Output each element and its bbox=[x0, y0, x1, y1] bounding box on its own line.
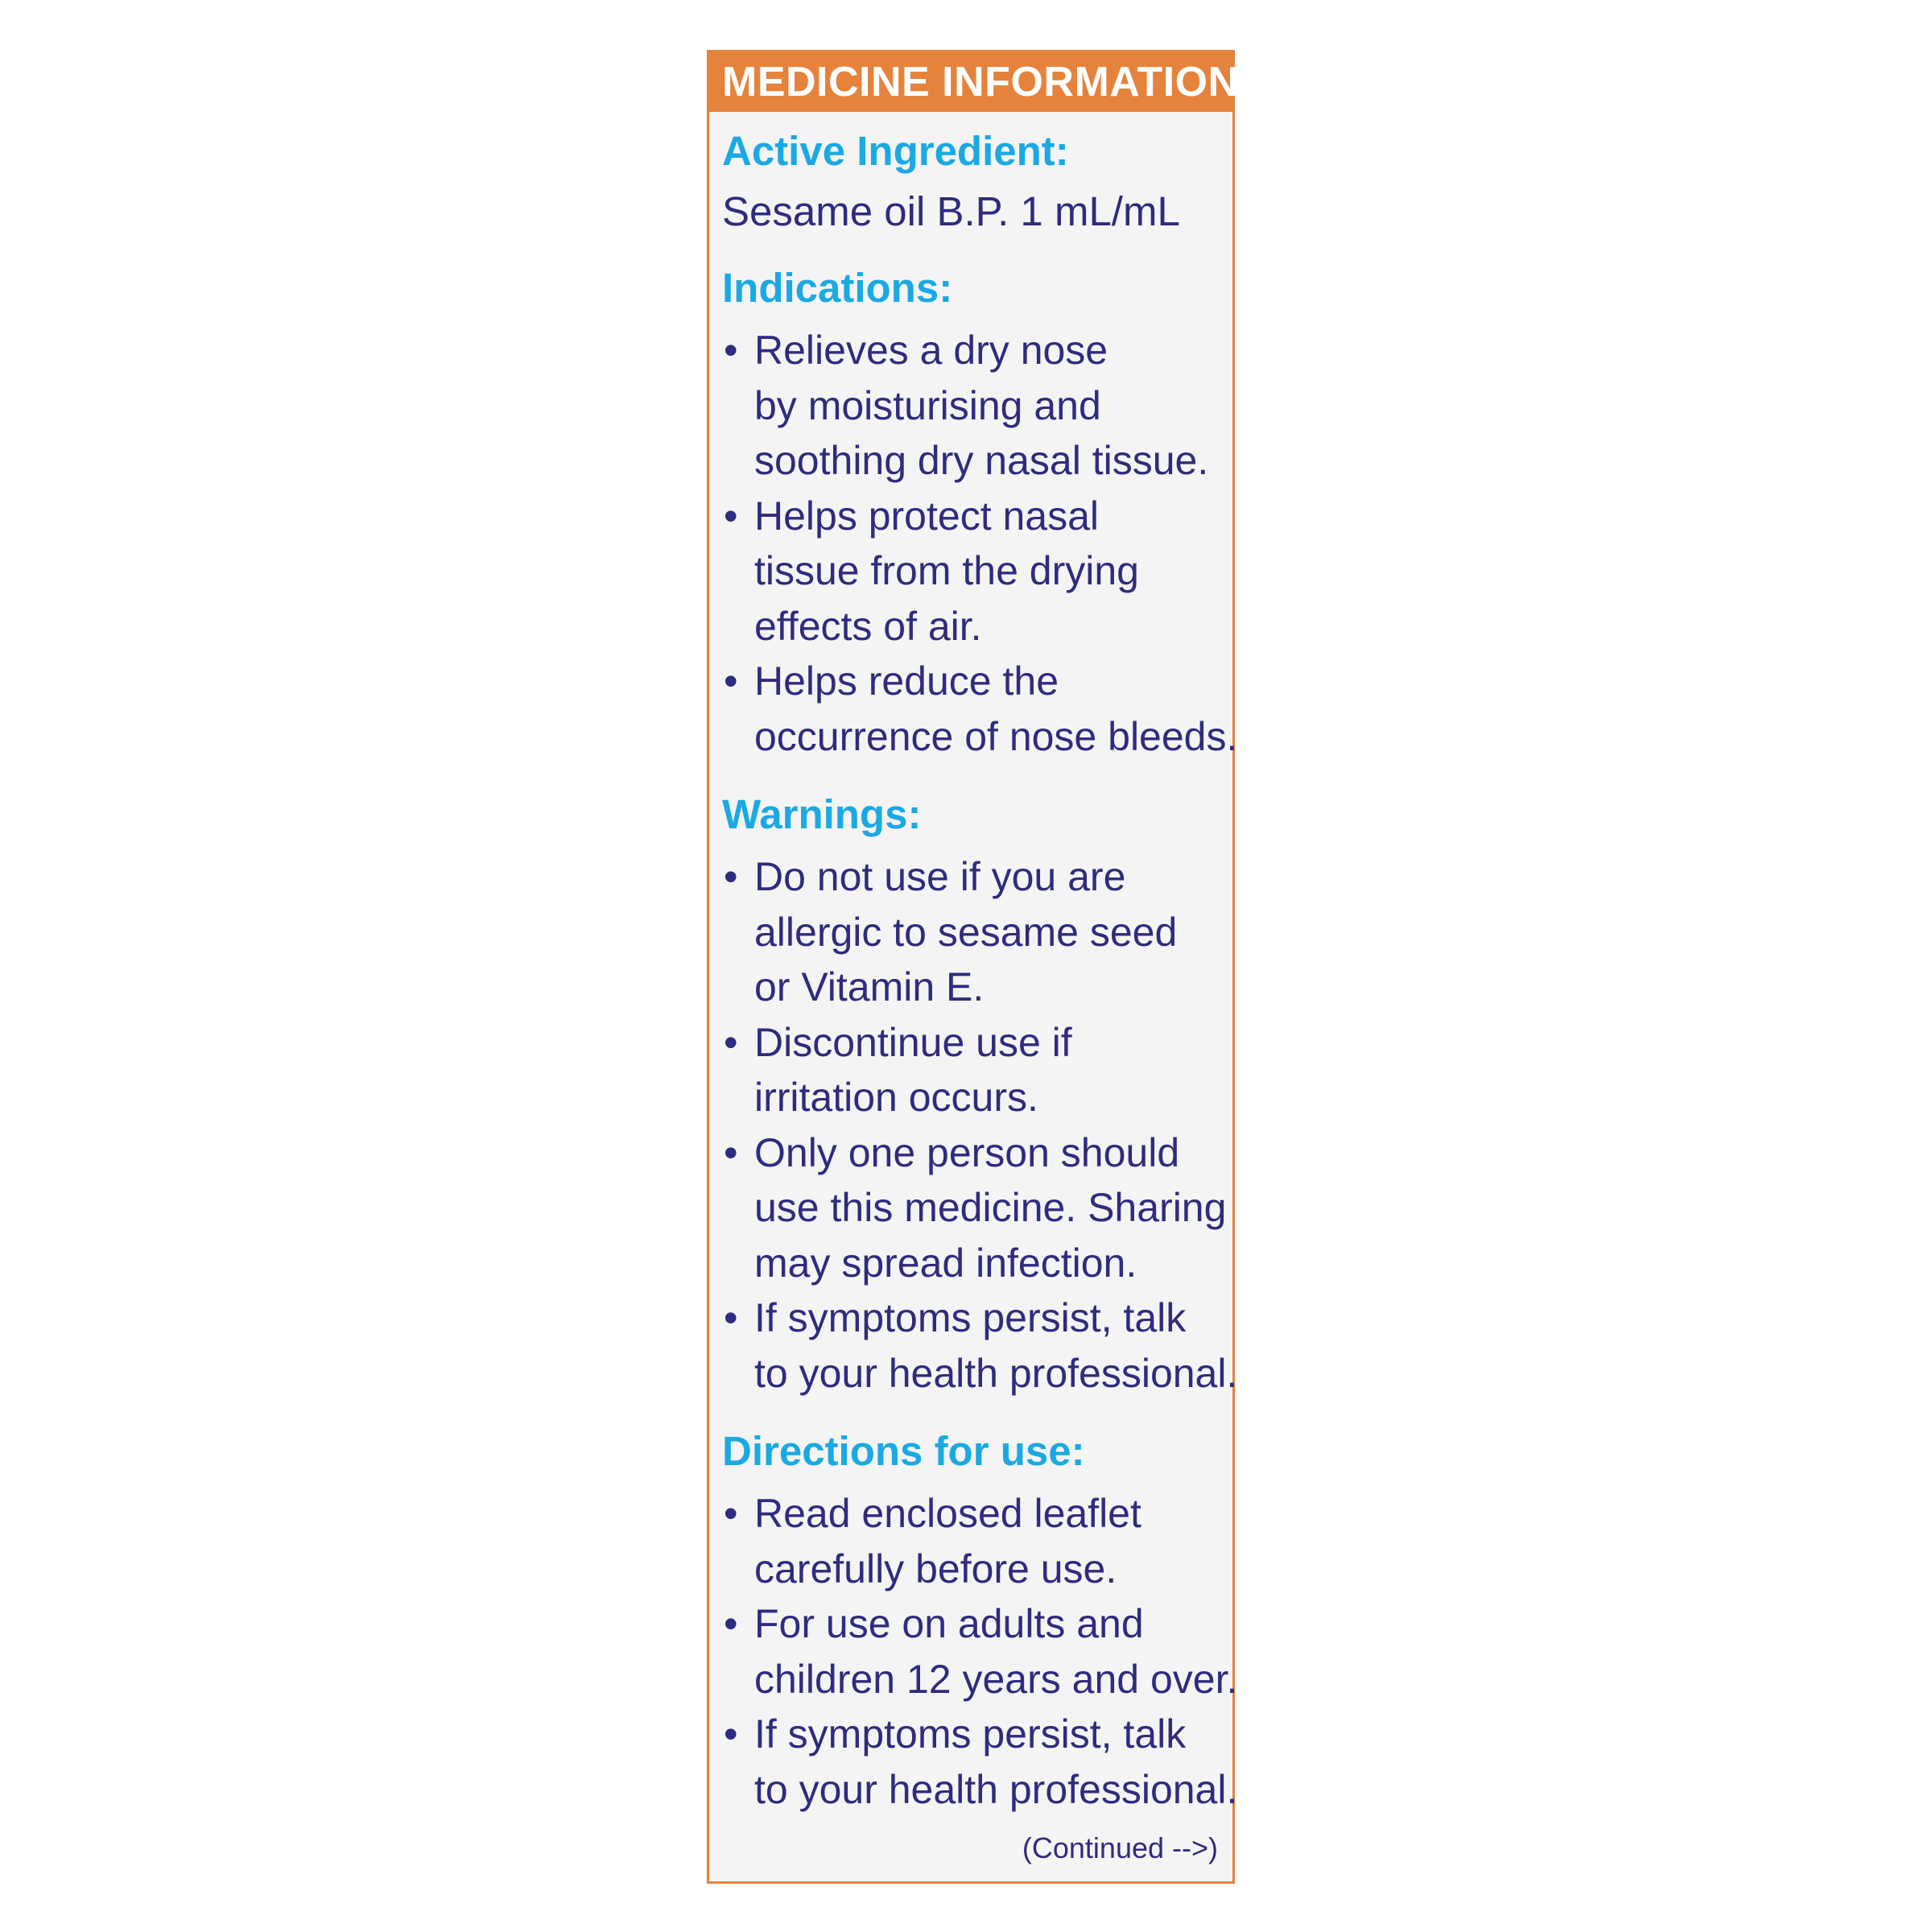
list-item-line: Helps protect nasal bbox=[754, 493, 1100, 539]
list-item-line: may spread infection. bbox=[754, 1240, 1137, 1286]
list-item bbox=[722, 849, 1221, 1015]
list-item-line: soothing dry nasal tissue. bbox=[754, 438, 1209, 483]
bullet-icon: • bbox=[724, 1601, 738, 1646]
active-ingredient-heading: Active Ingredient: bbox=[722, 128, 1069, 174]
bullet-icon: • bbox=[724, 658, 738, 704]
list-item-line: Helps reduce the bbox=[754, 658, 1059, 704]
panel-title: MEDICINE INFORMATION bbox=[722, 59, 1239, 105]
indications-list bbox=[722, 323, 1238, 764]
list-item-line: If symptoms persist, talk bbox=[754, 1295, 1187, 1340]
list-item-line: tissue from the drying bbox=[754, 548, 1139, 593]
list-item-line: If symptoms persist, talk bbox=[754, 1711, 1187, 1757]
list-item-line: Only one person should bbox=[754, 1129, 1180, 1175]
list-item bbox=[722, 654, 1238, 764]
bullet-icon: • bbox=[724, 1491, 738, 1536]
list-item bbox=[722, 489, 1221, 654]
list-item bbox=[722, 323, 1221, 489]
list-item bbox=[722, 1596, 1238, 1707]
warnings-section bbox=[722, 788, 1238, 1401]
bullet-icon: • bbox=[724, 854, 738, 899]
warnings-list bbox=[722, 849, 1238, 1401]
list-item-line: to your health professional. bbox=[754, 1350, 1238, 1396]
continued-note: (Continued -->) bbox=[1022, 1831, 1218, 1864]
list-item-line: Do not use if you are bbox=[754, 854, 1126, 899]
bullet-icon: • bbox=[724, 1295, 738, 1340]
list-item-line: Read enclosed leaflet bbox=[754, 1491, 1141, 1536]
bullet-icon: • bbox=[724, 493, 738, 539]
directions-list bbox=[722, 1486, 1238, 1817]
list-item-line: or Vitamin E. bbox=[754, 964, 985, 1009]
list-item-line: irritation occurs. bbox=[754, 1075, 1038, 1120]
bullet-icon: • bbox=[724, 1711, 738, 1757]
panel-content bbox=[709, 112, 1238, 1817]
warnings-heading: Warnings: bbox=[722, 791, 922, 837]
list-item bbox=[722, 1707, 1238, 1817]
list-item-line: carefully before use. bbox=[754, 1546, 1117, 1591]
list-item bbox=[722, 1125, 1227, 1291]
list-item bbox=[722, 1290, 1238, 1401]
medicine-information-panel bbox=[707, 50, 1239, 1884]
list-item-line: to your health professional. bbox=[754, 1766, 1238, 1812]
list-item-line: children 12 years and over. bbox=[754, 1656, 1238, 1702]
active-ingredient-section bbox=[722, 125, 1221, 239]
list-item bbox=[722, 1015, 1221, 1125]
indications-section bbox=[722, 262, 1238, 764]
list-item-line: allergic to sesame seed bbox=[754, 909, 1178, 955]
list-item-line: use this medicine. Sharing bbox=[754, 1185, 1227, 1230]
directions-heading: Directions for use: bbox=[722, 1428, 1085, 1474]
panel-header bbox=[709, 52, 1239, 112]
directions-section bbox=[722, 1425, 1238, 1817]
active-ingredient-value: Sesame oil B.P. 1 mL/mL bbox=[722, 188, 1180, 234]
bullet-icon: • bbox=[724, 1129, 738, 1175]
list-item-line: For use on adults and bbox=[754, 1601, 1144, 1646]
list-item-line: occurrence of nose bleeds. bbox=[754, 713, 1238, 759]
bullet-icon: • bbox=[724, 328, 738, 373]
list-item-line: Relieves a dry nose bbox=[754, 328, 1108, 373]
list-item bbox=[722, 1486, 1221, 1596]
list-item-line: Discontinue use if bbox=[754, 1019, 1072, 1065]
indications-heading: Indications: bbox=[722, 265, 953, 311]
list-item-line: effects of air. bbox=[754, 603, 982, 649]
list-item-line: by moisturising and bbox=[754, 382, 1101, 428]
bullet-icon: • bbox=[724, 1019, 738, 1065]
